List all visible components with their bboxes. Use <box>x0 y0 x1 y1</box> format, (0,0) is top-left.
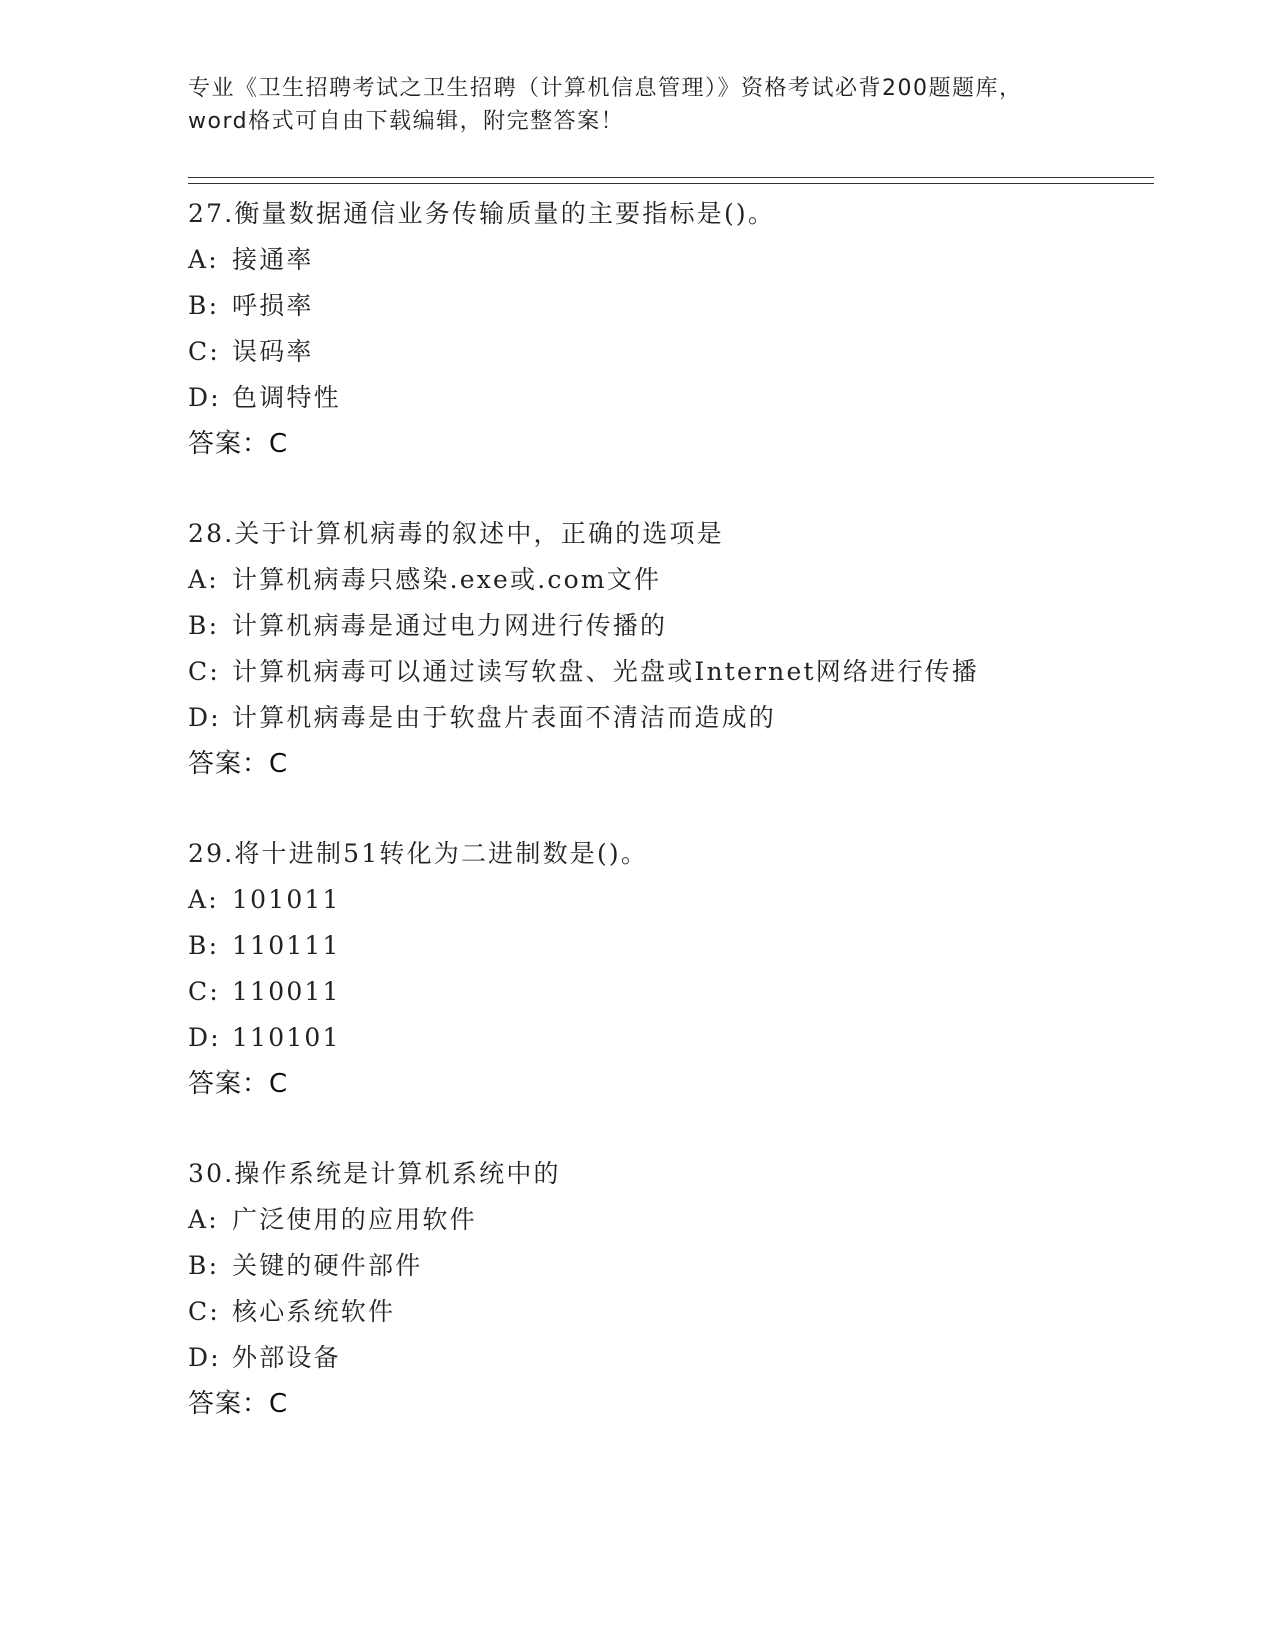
option-text: 101011 <box>232 885 341 914</box>
answer-line: 答案：C <box>188 749 289 779</box>
option-key: B: <box>188 611 220 640</box>
option-c <box>188 969 1168 1015</box>
option-key: D: <box>188 1343 221 1372</box>
option-key: B: <box>188 291 220 320</box>
option-key: A: <box>188 565 219 594</box>
option-key: C: <box>188 1297 220 1326</box>
question-28 <box>188 511 1168 787</box>
option-text: 外部设备 <box>232 1343 341 1372</box>
option-text: 接通率 <box>232 245 314 274</box>
option-key: B: <box>188 1251 220 1280</box>
question-stem: 27.衡量数据通信业务传输质量的主要指标是()。 <box>188 199 776 228</box>
question-list <box>188 191 1168 1427</box>
option-text: 核心系统软件 <box>232 1297 396 1326</box>
header-line-2: word格式可自由下载编辑，附完整答案！ <box>188 109 625 134</box>
question-stem: 28.关于计算机病毒的叙述中，正确的选项是 <box>188 519 724 548</box>
option-key: D: <box>188 703 221 732</box>
header-divider-top <box>188 177 1154 178</box>
option-d <box>188 1335 1168 1381</box>
option-text: 110101 <box>232 1023 341 1052</box>
option-key: B: <box>188 931 220 960</box>
option-d <box>188 1015 1168 1061</box>
option-b <box>188 1243 1168 1289</box>
option-text: 广泛使用的应用软件 <box>232 1205 477 1234</box>
question-27 <box>188 191 1168 467</box>
option-text: 计算机病毒可以通过读写软盘、光盘或Internet网络进行传播 <box>232 657 979 686</box>
answer-line: 答案：C <box>188 1069 289 1099</box>
header-divider-bottom <box>188 183 1154 184</box>
option-text: 110011 <box>232 977 341 1006</box>
option-c <box>188 1289 1168 1335</box>
option-key: D: <box>188 383 221 412</box>
option-a <box>188 1197 1168 1243</box>
question-stem: 29.将十进制51转化为二进制数是()。 <box>188 839 649 868</box>
document-header <box>188 72 1088 138</box>
option-text: 计算机病毒是由于软盘片表面不清洁而造成的 <box>232 703 777 732</box>
option-b <box>188 283 1168 329</box>
option-key: A: <box>188 245 219 274</box>
header-line-1: 专业《卫生招聘考试之卫生招聘（计算机信息管理）》资格考试必背200题题库， <box>188 76 1023 101</box>
option-b <box>188 603 1168 649</box>
option-text: 计算机病毒是通过电力网进行传播的 <box>232 611 668 640</box>
option-key: A: <box>188 885 219 914</box>
answer-line: 答案：C <box>188 1389 289 1419</box>
option-text: 关键的硬件部件 <box>232 1251 423 1280</box>
option-key: A: <box>188 1205 219 1234</box>
option-text: 110111 <box>232 931 341 960</box>
option-key: D: <box>188 1023 221 1052</box>
option-a <box>188 557 1168 603</box>
option-c <box>188 649 1168 695</box>
option-c <box>188 329 1168 375</box>
answer-line: 答案：C <box>188 429 289 459</box>
option-text: 误码率 <box>232 337 314 366</box>
question-stem: 30.操作系统是计算机系统中的 <box>188 1159 561 1188</box>
option-a <box>188 877 1168 923</box>
option-d <box>188 375 1168 421</box>
option-text: 呼损率 <box>232 291 314 320</box>
option-b <box>188 923 1168 969</box>
option-key: C: <box>188 337 220 366</box>
question-29 <box>188 831 1168 1107</box>
option-key: C: <box>188 657 220 686</box>
option-key: C: <box>188 977 220 1006</box>
option-text: 色调特性 <box>232 383 341 412</box>
option-text: 计算机病毒只感染.exe或.com文件 <box>232 565 662 594</box>
option-a <box>188 237 1168 283</box>
option-d <box>188 695 1168 741</box>
question-30 <box>188 1151 1168 1427</box>
